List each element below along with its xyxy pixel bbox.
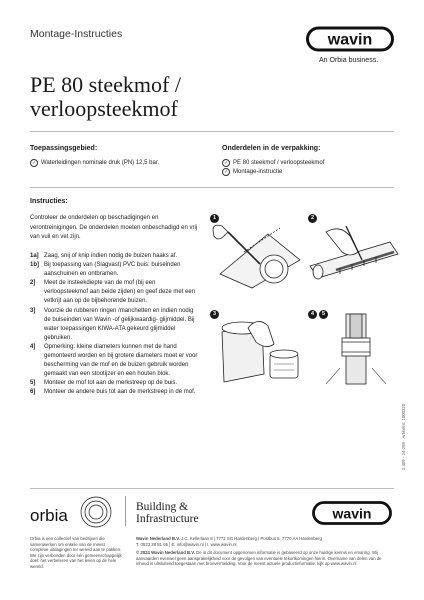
instructions-heading: Instructies: [30,198,68,205]
marking-insertion-depth-icon [306,212,402,290]
saw-cutting-pipe-icon [208,212,304,290]
package-heading: Onderdelen in de verpakking: [222,145,321,152]
list-item: ✓ Waterleidingen nominale druk (PN) 12,5 bar. [30,158,159,167]
company-info: Wavin Nederland B.V. J.C. Kellerlaan 8 | 7772 SG Hardenberg | Postbus 5, 7770 AA Hardenberg T. 0523 28 81 65 | E. info@wavin.nl | I. www.wavin.nl © 2024 Wavin Nederland B.V. De in dit document opgenomen informatie is gebaseerd op onze huidige kennis en ervaring. Wij aanvaarden evenwel geen aansprakelijkheid voor de gevolgen van eventuele tekortkomingen hierin. Overname van delen van de inhoud is uitsluitend toegestaan met bronvermelding. Voor de meest actuele productinformatie, kijk op www.wavin.nl [136,536,382,567]
figure-3 [208,308,304,386]
wavin-logo-text: wavin [327,31,373,49]
title-line-2: verloopsteekmof [30,96,178,121]
footer-separator [125,496,126,526]
check-circle-icon: ✓ [222,159,230,167]
orbia-logo [30,494,114,532]
application-heading: Toepassingsgebied: [30,145,98,152]
title-line-1: PE 80 steekmof / [30,72,181,97]
step-badge: 1 [210,214,219,223]
package-list [222,158,324,176]
list-item: ✓ PE 80 steekmof / verloopsteekmof [222,158,324,167]
list-item: ✓ Montage-instructie [222,167,324,176]
instruction-step: 3] Voorzie de rubberen ringen /manchetten en indien nodig de buiseinden van Wavin -of gelijkwaardig- glijmiddel. Bij water toepassingen KIWA-ATA gekeurd glijmiddel gebruiken. [30,307,195,341]
orbia-logo-text: orbia [30,506,68,525]
instruction-step: 2] Meet de insteekdiepte van de mof (bij een verloopsteekmof aan beide zijden) en geef deze met een vetkrijt aan op de bijbehorende buizen. [30,280,196,305]
instruction-step: 1b] Bij toepassing van (Slagvast) PVC buis: buiseinden aanschuinen en ontbramen. [30,262,181,278]
instruction-step: 1a] Zaag, snij of knip indien nodig de buizen haaks af. [30,253,178,259]
instruction-steps [30,252,200,398]
brand-tagline: An Orbia business. [319,57,379,64]
instruction-step: 4] Opmerking: kleine diameters kunnen met de hand gemonteerd worden en bij grotere diameters moet er voor bescherming van de mof en de buizen gebruik worden gemaakt van een stootijzer en een houten blok. [30,343,198,378]
step-badge: 2 [308,214,317,223]
footer-divider [30,488,394,489]
section-divider [30,187,394,188]
section-divider [30,131,394,132]
orbia-note: Orbia is een collectief van bedrijven die samenwerken om enkele van de meest complexe uitdagingen ter wereld aan te pakken. We zijn verbonden door één gemeenschappelijk doel: het verbeteren van het leven op de hele wereld. [30,536,122,569]
figure-1 [208,212,304,290]
page-title [30,73,181,121]
instructions-intro: Controleer de onderdelen op beschadigingen en verontreinigingen. De onderdelen moeten onbeschadigd en vrij van vuil en vet zijn. [30,215,198,241]
pipe-in-fitting-icon [306,308,402,388]
wavin-logo-text: wavin [332,505,372,522]
instruction-step: 5] Monteer de mof tot aan de merkstreep op de buis. [30,380,178,387]
document-type-label: Montage-Instructies [30,28,123,40]
figure-4-5 [306,308,402,386]
division-name: Building & Infrastructure [136,501,199,525]
step-badge: 5 [319,310,328,319]
check-circle-icon: ✓ [222,168,230,176]
check-circle-icon: ✓ [30,159,38,167]
wavin-logo [306,26,394,54]
applying-lubricant-icon [208,308,304,388]
wavin-logo [312,501,392,526]
document-code: 2.409 - 24-289 · Artikelnr. 1000320 [401,403,406,470]
step-badge: 4 [308,310,317,319]
step-badge: 3 [210,310,219,319]
instruction-step: 6] Monteer de andere buis tot aan de merkstreep in de mof. [30,389,196,396]
figure-2 [306,212,402,290]
application-list [30,158,159,167]
